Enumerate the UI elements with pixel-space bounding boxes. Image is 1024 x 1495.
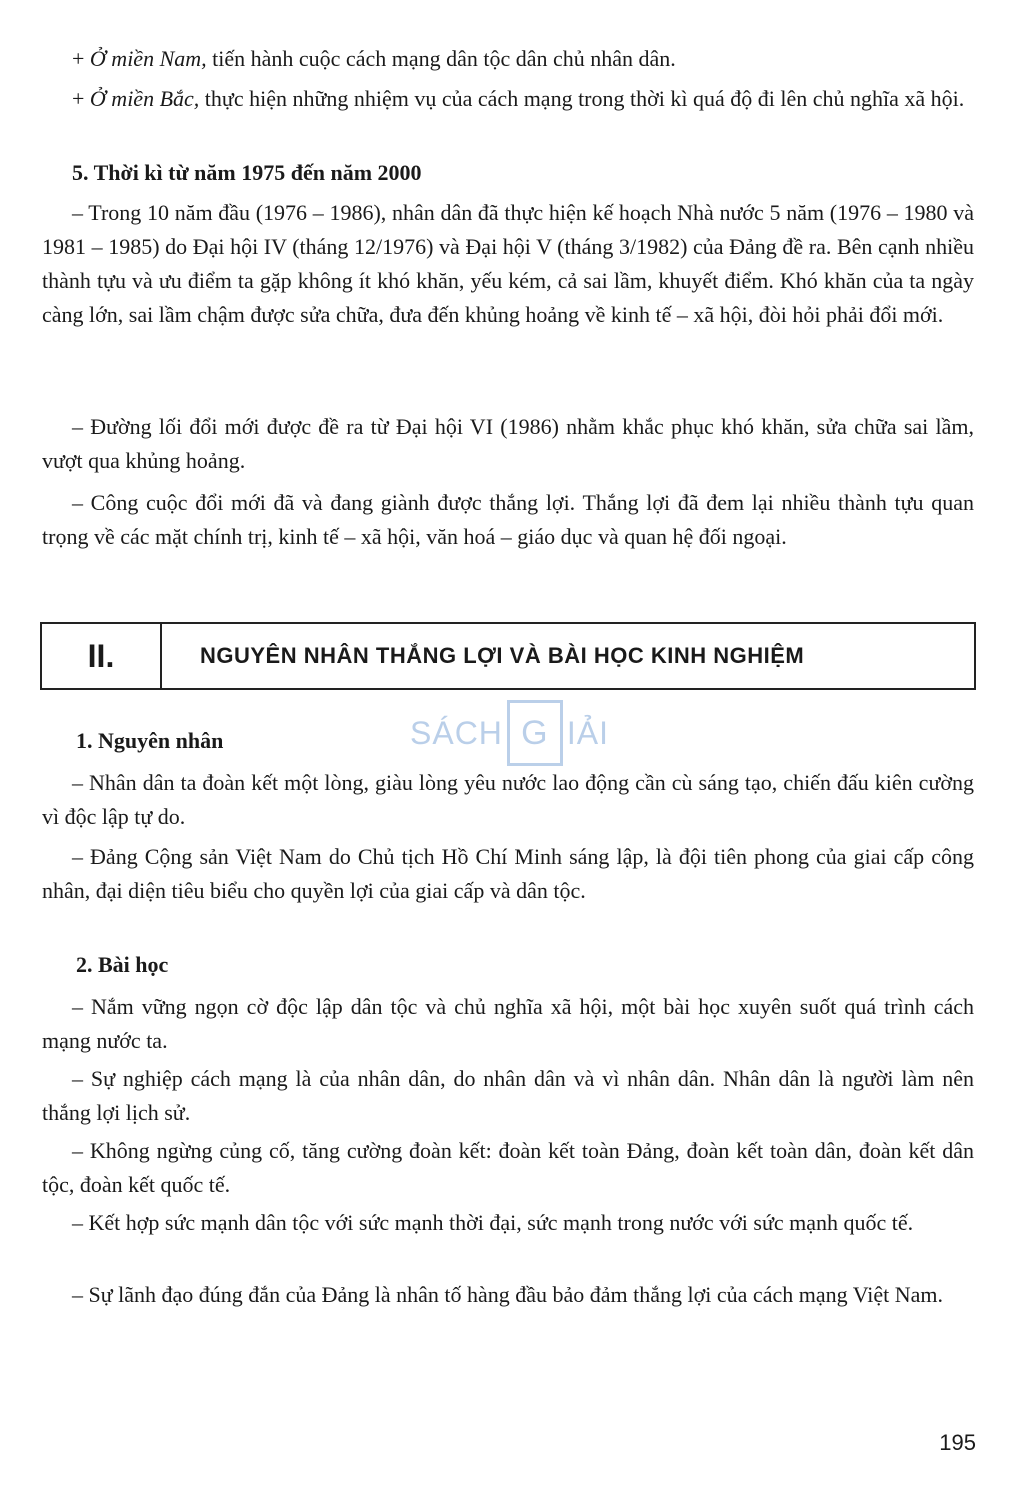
section-ii-header-box [40,622,976,690]
paragraph-south [42,42,974,76]
causes-heading: 1. Nguyên nhân [76,728,224,753]
causes-paragraph-2: – Đảng Cộng sản Việt Nam do Chủ tịch Hồ Chí Minh sáng lập, là đội tiên phong của giai cấp công nhân, đại diện tiêu biểu cho quyền lợi của giai cấp và dân tộc. [42,844,974,903]
watermark-text-left: SÁCH [410,714,503,751]
causes-paragraph-1: – Nhân dân ta đoàn kết một lòng, giàu lòng yêu nước lao động cần cù sáng tạo, chiến đấu kiên cường vì độc lập tự do. [42,770,974,829]
section-5-heading: 5. Thời kì từ năm 1975 đến năm 2000 [72,160,422,185]
italic-term-north: Ở miền Bắc, [89,86,200,111]
italic-term-south: Ở miền Nam, [89,46,207,71]
lessons-heading: 2. Bài học [76,952,169,977]
paragraph-text: thực hiện những nhiệm vụ của cách mạng trong thời kì quá độ đi lên chủ nghĩa xã hội. [199,86,965,111]
lessons-paragraph-1: – Nắm vững ngọn cờ độc lập dân tộc và chủ nghĩa xã hội, một bài học xuyên suốt quá trình cách mạng nước ta. [42,994,974,1053]
bullet-lead: + [72,86,90,111]
paragraph-text: tiến hành cuộc cách mạng dân tộc dân chủ nhân dân. [206,46,676,71]
section-5-paragraph-3: – Công cuộc đổi mới đã và đang giành được thắng lợi. Thắng lợi đã đem lại nhiều thành tựu quan trọng về các mặt chính trị, kinh tế – xã hội, văn hoá – giáo dục và quan hệ đối ngoại. [42,490,974,549]
page-number: 195 [939,1430,976,1455]
lessons-paragraph-5: – Sự lãnh đạo đúng đắn của Đảng là nhân tố hàng đầu bảo đảm thắng lợi của cách mạng Việt Nam. [72,1282,944,1307]
lessons-paragraph-4: – Kết hợp sức mạnh dân tộc với sức mạnh thời đại, sức mạnh trong nước với sức mạnh quốc tế. [72,1210,914,1235]
section-title: NGUYÊN NHÂN THẮNG LỢI VÀ BÀI HỌC KINH NGHIỆM [200,643,805,668]
watermark-text-right: IẢI [566,714,610,751]
lessons-paragraph-3: – Không ngừng củng cố, tăng cường đoàn kết: đoàn kết toàn Đảng, đoàn kết toàn dân, đoàn kết dân tộc, đoàn kết quốc tế. [42,1138,974,1197]
watermark-boxed-letter: G [507,700,563,766]
section-5-paragraph-1: – Trong 10 năm đầu (1976 – 1986), nhân dân đã thực hiện kế hoạch Nhà nước 5 năm (1976 – 1980 và 1981 – 1985) do Đại hội IV (tháng 12/1976) và Đại hội V (tháng 3/1982) của Đảng đề ra. Bên cạnh nhiều thành tựu và ưu điểm ta gặp không ít khó khăn, yếu kém, cả sai lầm, khuyết điểm. Khó khăn của ta ngày càng lớn, sai lầm chậm được sửa chữa, đưa đến khủng hoảng về kinh tế – xã hội, đòi hỏi phải đổi mới. [42,200,974,327]
lessons-paragraph-2: – Sự nghiệp cách mạng là của nhân dân, do nhân dân và vì nhân dân. Nhân dân là người làm nên thắng lợi lịch sử. [42,1066,974,1125]
bullet-lead: + [72,46,90,71]
watermark-logo [410,700,609,766]
section-number: II. [42,624,162,688]
section-5-paragraph-2: – Đường lối đổi mới được đề ra từ Đại hội VI (1986) nhằm khắc phục khó khăn, sửa chữa sai lầm, vượt qua khủng hoảng. [42,414,974,473]
paragraph-north [42,82,974,116]
